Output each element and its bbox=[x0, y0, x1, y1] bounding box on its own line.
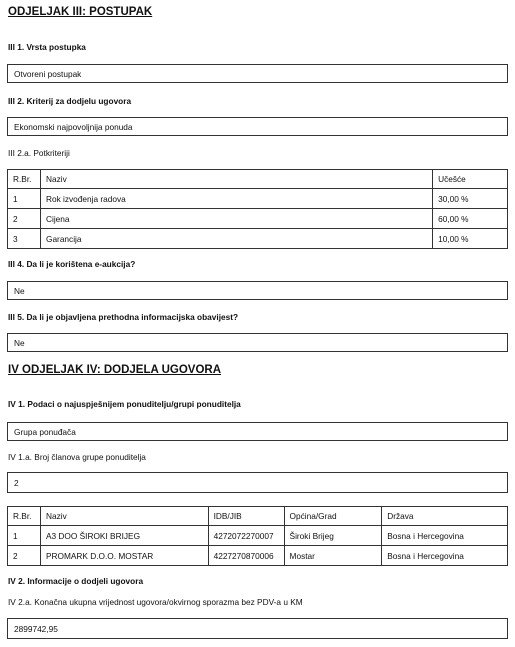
contract-value-label: IV 2.a. Konačna ukupna vrijednost ugovora/okvirnog sporazma bez PDV-a u KM bbox=[8, 597, 303, 607]
section-3-heading: ODJELJAK III: POSTUPAK bbox=[8, 6, 153, 18]
col-header-rbr: R.Br. bbox=[8, 507, 41, 526]
cell-rbr: 2 bbox=[8, 546, 41, 566]
col-header-opcina-grad: Općina/Grad bbox=[284, 507, 382, 526]
col-header-idb-jib: IDB/JIB bbox=[208, 507, 284, 526]
cell-naziv: Rok izvođenja radova bbox=[40, 189, 432, 209]
cell-naziv: Garancija bbox=[40, 229, 432, 249]
table-row bbox=[8, 526, 508, 546]
group-members-count-label: IV 1.a. Broj članova grupe ponuditelja bbox=[8, 452, 146, 462]
cell-ucesce: 30,00 % bbox=[433, 189, 508, 209]
col-header-naziv: Naziv bbox=[40, 507, 208, 526]
cell-naziv: A3 DOO ŠIROKI BRIJEG bbox=[40, 526, 208, 546]
prior-notice-label: III 5. Da li je objavljena prethodna informacijska obavijest? bbox=[8, 312, 239, 322]
best-bidder-value: Grupa ponuđača bbox=[14, 426, 76, 437]
cell-naziv: PROMARK D.O.O. MOSTAR bbox=[40, 546, 208, 566]
cell-rbr: 3 bbox=[8, 229, 41, 249]
contract-info-label: IV 2. Informacije o dodjeli ugovora bbox=[8, 576, 144, 586]
cell-idb-jib: 4272072270007 bbox=[208, 526, 284, 546]
e-auction-field bbox=[7, 281, 508, 300]
cell-naziv: Cijena bbox=[40, 209, 432, 229]
prior-notice-value: Ne bbox=[14, 337, 25, 348]
award-criterion-value: Ekonomski najpovoljnija ponuda bbox=[14, 121, 133, 132]
procedure-type-value: Otvoreni postupak bbox=[14, 68, 82, 79]
best-bidder-label: IV 1. Podaci o najuspješnijem ponuditelju/grupi ponuditelja bbox=[8, 399, 241, 409]
procedure-type-field bbox=[7, 64, 508, 83]
e-auction-label: III 4. Da li je korištena e-aukcija? bbox=[8, 259, 136, 269]
cell-opcina-grad: Mostar bbox=[284, 546, 382, 566]
e-auction-value: Ne bbox=[14, 285, 25, 296]
contract-value-field bbox=[7, 618, 508, 639]
cell-rbr: 1 bbox=[8, 526, 41, 546]
subcriteria-label: III 2.a. Potkriteriji bbox=[8, 148, 70, 158]
cell-drzava: Bosna i Hercegovina bbox=[382, 546, 508, 566]
group-members-table bbox=[7, 506, 508, 566]
award-criterion-label: III 2. Kriterij za dodjelu ugovora bbox=[8, 96, 132, 106]
table-header-row bbox=[8, 507, 508, 526]
cell-idb-jib: 4227270870006 bbox=[208, 546, 284, 566]
contract-value-amount: 2899742,95 bbox=[14, 623, 58, 634]
cell-ucesce: 10,00 % bbox=[433, 229, 508, 249]
subcriteria-table bbox=[7, 169, 508, 249]
table-header-row bbox=[8, 170, 508, 189]
col-header-rbr: R.Br. bbox=[8, 170, 41, 189]
col-header-drzava: Država bbox=[382, 507, 508, 526]
best-bidder-field bbox=[7, 422, 508, 441]
group-members-count-value: 2 bbox=[14, 477, 19, 488]
award-criterion-field bbox=[7, 117, 508, 136]
procedure-type-label: III 1. Vrsta postupka bbox=[8, 42, 86, 52]
table-row bbox=[8, 189, 508, 209]
section-4-heading: IV ODJELJAK IV: DODJELA UGOVORA bbox=[8, 364, 221, 376]
cell-ucesce: 60,00 % bbox=[433, 209, 508, 229]
table-row bbox=[8, 546, 508, 566]
table-row bbox=[8, 209, 508, 229]
cell-opcina-grad: Široki Brijeg bbox=[284, 526, 382, 546]
table-row bbox=[8, 229, 508, 249]
col-header-ucesce: Učešće bbox=[433, 170, 508, 189]
cell-rbr: 2 bbox=[8, 209, 41, 229]
cell-rbr: 1 bbox=[8, 189, 41, 209]
group-members-count-field bbox=[7, 472, 508, 493]
col-header-naziv: Naziv bbox=[40, 170, 432, 189]
prior-notice-field bbox=[7, 333, 508, 352]
cell-drzava: Bosna i Hercegovina bbox=[382, 526, 508, 546]
